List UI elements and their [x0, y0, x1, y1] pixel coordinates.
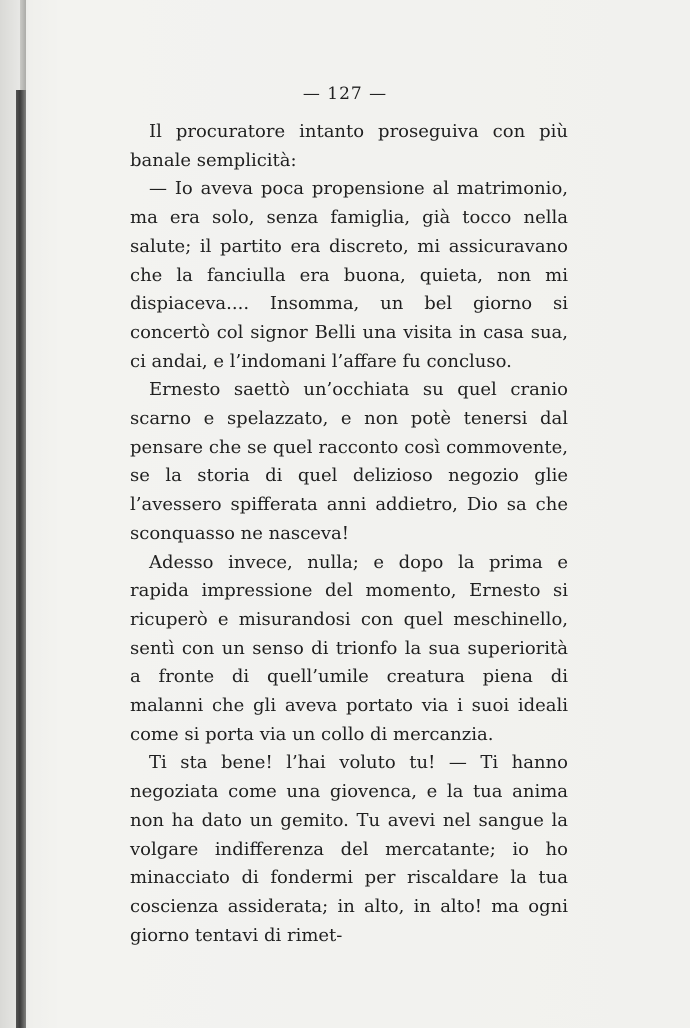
paragraph-2: — Io aveva poca propensione al matrimonio, ma era solo, senza famiglia, già tocco nella salute; il partito era discreto, mi assicuravano che la fanciulla era buona, quieta, non mi dispiaceva.... Insomma, un bel giorno si concertò col signor Belli una visita in casa sua, ci andai, e l’indomani l’affare fu concluso.	[130, 178, 568, 372]
paragraph-1: Il procuratore intanto proseguiva con più banale semplicità:	[130, 121, 568, 171]
binding-shadow-top	[20, 0, 26, 90]
binding-edge	[16, 90, 26, 1028]
paragraph-5: Ti sta bene! l’hai voluto tu! — Ti hanno negoziata come una giovenca, e la tua anima non ha dato un gemito. Tu avevi nel sangue la volgare indifferenza del mercatante; io ho minacciato di fondermi per riscaldare la tua coscienza assiderata; in alto, in alto! ma ogni giorno tentavi di rimet-	[130, 752, 568, 946]
page-number: — 127 —	[302, 84, 388, 104]
body-text	[130, 118, 568, 950]
paragraph-4: Adesso invece, nulla; e dopo la prima e rapida impressione del momento, Ernesto si ricuperò e misurandosi con quel meschinello, sentì con un senso di trionfo la sua superiorità a fronte di quell’umile creatura piena di malanni che gli aveva portato via i suoi ideali come si porta via un collo di mercanzia.	[130, 551, 568, 745]
paragraph-3: Ernesto saettò un’occhiata su quel cranio scarno e spelazzato, e non potè tenersi dal pensare che se quel racconto così commovente, se la storia di quel delizioso negozio glie l’avessero spifferata anni addietro, Dio sa che sconquasso ne nasceva!	[130, 379, 568, 544]
